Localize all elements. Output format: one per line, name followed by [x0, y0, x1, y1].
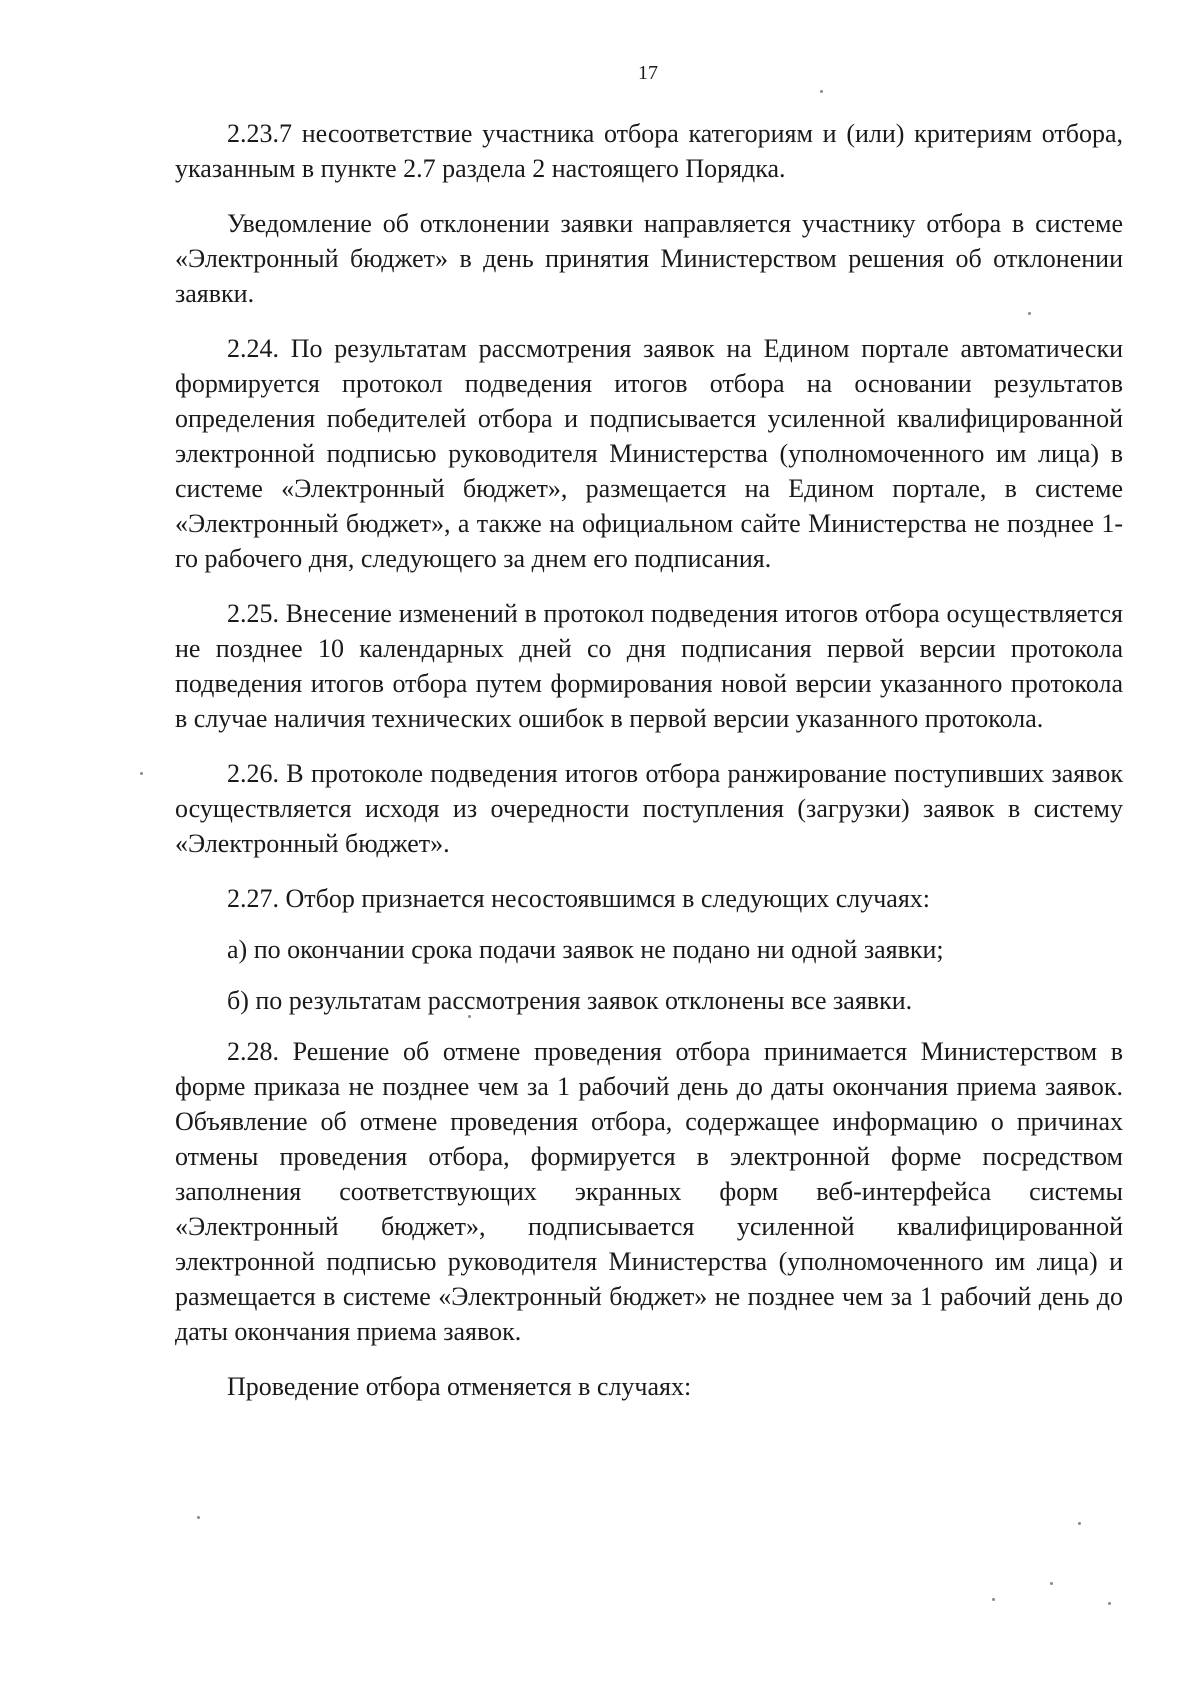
scan-speck: [1050, 1582, 1053, 1585]
scan-speck: [820, 90, 823, 93]
document-body: [175, 116, 1123, 1404]
scan-speck: [468, 1015, 471, 1018]
paragraph-2-27-a: а) по окончании срока подачи заявок не подано ни одной заявки;: [227, 935, 944, 964]
paragraph-cancellation-cases: Проведение отбора отменяется в случаях:: [227, 1372, 692, 1401]
paragraph-2-26: 2.26. В протоколе подведения итогов отбора ранжирование поступивших заявок осуществляется исходя из очередности поступления (загрузки) заявок в систему «Электронный бюджет».: [175, 759, 1123, 858]
page-number: 17: [638, 62, 658, 84]
scan-speck: [1108, 1602, 1111, 1605]
paragraph-2-27: 2.27. Отбор признается несостоявшимся в следующих случаях:: [227, 884, 931, 913]
paragraph-rejection-notice: Уведомление об отклонении заявки направляется участнику отбора в системе «Электронный бюджет» в день принятия Министерством решения об отклонении заявки.: [175, 209, 1123, 308]
scan-speck: [140, 772, 143, 775]
scan-speck: [1078, 1522, 1081, 1525]
scan-speck: [992, 1598, 995, 1601]
scan-speck: [197, 1516, 200, 1519]
paragraph-2-25: 2.25. Внесение изменений в протокол подведения итогов отбора осуществляется не позднее 10 календарных дней со дня подписания первой версии протокола подведения итогов отбора путем формирования новой версии указанного протокола в случае наличия технических ошибок в первой версии указанного протокола.: [175, 599, 1123, 733]
paragraph-2-23-7: 2.23.7 несоответствие участника отбора категориям и (или) критериям отбора, указанным в пункте 2.7 раздела 2 настоящего Порядка.: [175, 119, 1123, 183]
paragraph-2-27-b: б) по результатам рассмотрения заявок отклонены все заявки.: [227, 986, 913, 1015]
scan-speck: [1028, 312, 1031, 315]
paragraph-2-24: 2.24. По результатам рассмотрения заявок на Едином портале автоматически формируется протокол подведения итогов отбора на основании результатов определения победителей отбора и подписывается усиленной квалифицированной электронной подписью руководителя Министерства (уполномоченного им лица) в системе «Электронный бюджет», размещается на Едином портале, в системе «Электронный бюджет», а также на официальном сайте Министерства не позднее 1-го рабочего дня, следующего за днем его подписания.: [175, 334, 1123, 573]
paragraph-2-28: 2.28. Решение об отмене проведения отбора принимается Министерством в форме приказа не позднее чем за 1 рабочий день до даты окончания приема заявок. Объявление об отмене проведения отбора, содержащее информацию о причинах отмены проведения отбора, формируется в электронной форме посредством заполнения соответствующих экранных форм веб-интерфейса системы «Электронный бюджет», подписывается усиленной квалифицированной электронной подписью руководителя Министерства (уполномоченного им лица) и размещается в системе «Электронный бюджет» не позднее чем за 1 рабочий день до даты окончания приема заявок.: [175, 1037, 1123, 1346]
